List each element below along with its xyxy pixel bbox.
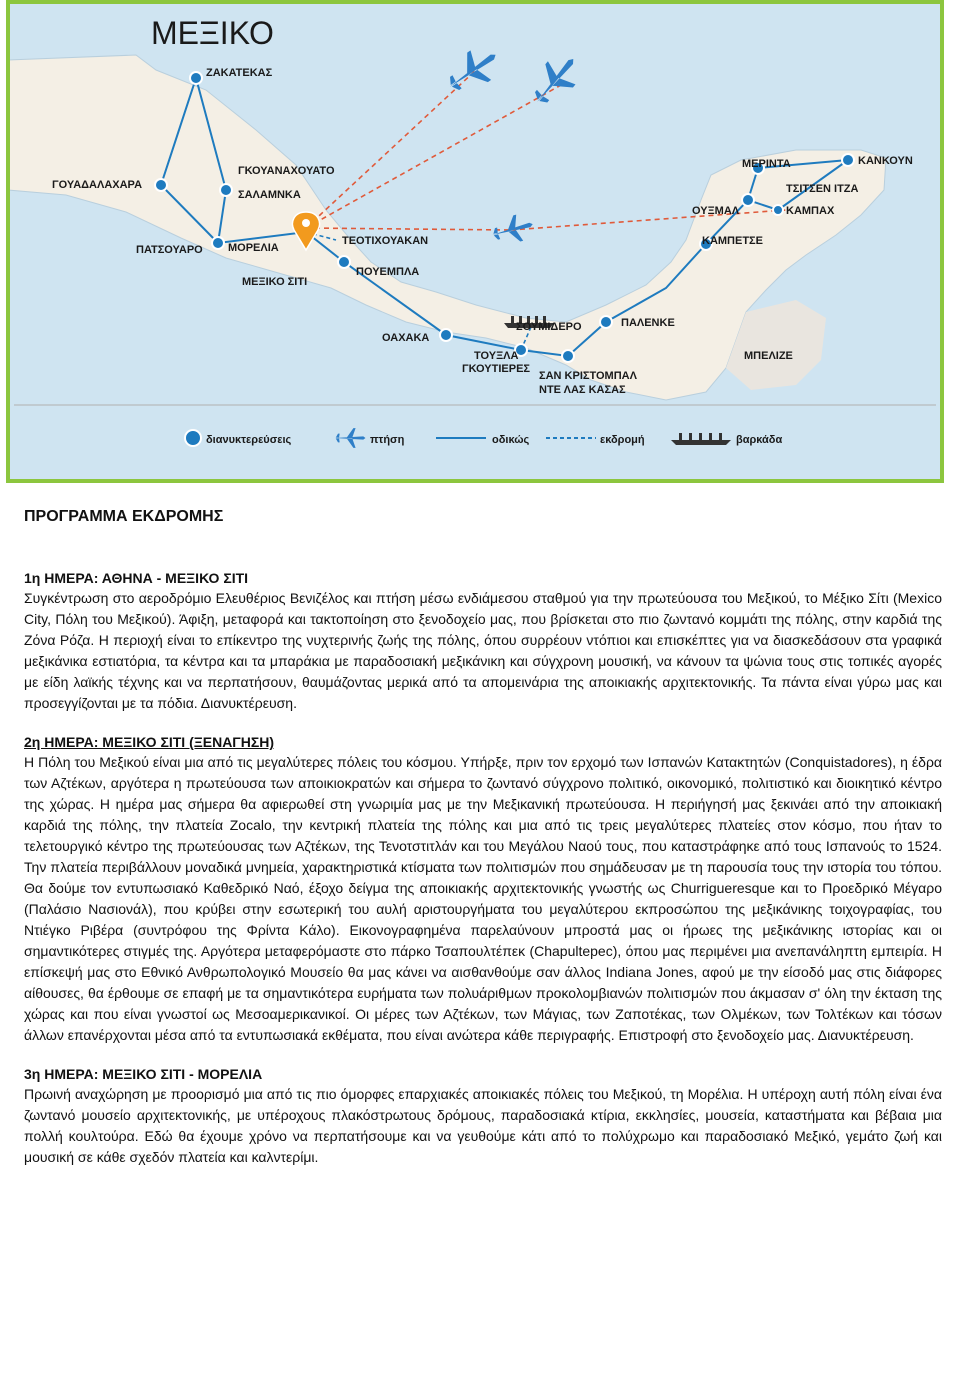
city-label: ΤΕΟΤΙΧΟΥΑΚΑΝ (342, 235, 429, 247)
city-label: ΟΑΧΑΚΑ (382, 332, 430, 344)
city-label: ΤΟΥΞΛΑ (474, 350, 519, 362)
itinerary (24, 508, 942, 1186)
city-label: ΣΑΝ ΚΡΙΣΤΟΜΠΑΛ (539, 370, 637, 382)
day-section (24, 1064, 942, 1168)
city-label: ΣΑΛΑΜΝΚΑ (238, 189, 301, 201)
legend-overnight-label: διανυκτερεύσεις (206, 434, 292, 446)
city-label: ΝΤΕ ΛΑΣ ΚΑΣΑΣ (539, 384, 626, 396)
day-body: Πρωινή αναχώρηση με προορισμό μια από τις πιο όμορφες επαρχιακές αποικιακές πόλεις του Μεξικού, τη Μορέλια. Η υπέροχη αυτή πόλη είναι ένα ζωντανό μουσείο αρχιτεκτονικής, με υπέροχους πλακόστρωτους δρόμους, παραδοσιακά κτίρια, εκκλησίες, μουσεία, καταστήματα και βέβαια μια πολλή κουλτούρα. Εδώ θα έχουμε χρόνο να περπατήσουμε και να γευθούμε κάτι από το πολύχρωμο και παραδοσιακό Μεξικό, γεμάτο ζωή και μουσική σε κάθε σχεδόν πλατεία και καλντερίμι. (24, 1086, 942, 1165)
city-label: ΚΑΜΠΑΧ (786, 205, 835, 217)
city-label: ΓΟΥΑΔΑΛΑΧΑΡΑ (52, 179, 143, 191)
day-section (24, 732, 942, 1046)
legend-excursion-label: εκδρομή (600, 434, 645, 446)
city-label: ΠΟΥΕΜΠΛΑ (356, 266, 420, 278)
city-label: ΣΟΥΜΙΔΕΡΟ (516, 321, 582, 333)
day-body: Η Πόλη του Μεξικού είναι μια από τις μεγαλύτερες πόλεις του κόσμου. Υπήρξε, πριν τον ερχομό των Ισπανών Κατακτητών (Conquistadores), η έδρα των Αζτέκων, αργότερα η πρωτεύουσα των αποικιοκρατών και σήμερα το ζωντανό σύγχρονο πολιτικό, οικονομικό, πολιτιστικό και διοικητικό κέντρο της χώρας. Η ημέρα μας σήμερα θα αφιερωθεί στη γνωριμία μας με την Μεξικανική πρωτεύουσα. Η περιήγησή μας ξεκινάει από την αποικιακή καρδιά της πόλης, την πλατεία Zocalo, την κεντρική πλατεία της πόλης και μια από τις τρεις μεγαλύτερες πλατείες στον κόσμο, που ήταν το τελετουργικό κέντρο της πρωτεύουσας των Αζτέκων, της Τενοτστιτλάν και του Μεγάλου Ναού τους, που καταστράφηκε από τους Ισπανούς το 1524. Την πλατεία περιβάλλουν μοναδικά μνημεία, χαρακτηριστικά κτίσματα των πολιτισμών που σημάδευσαν με τη παρουσία τους την ιστορία του τόπου. Θα δούμε τον εντυπωσιακό Καθεδρικό Ναό, έξοχο δείγμα της αποικιακής αρχιτεκτονικής γνωστής ως Churrigueresque και το Προεδρικό Μέγαρο (Παλάσιο Νασιονάλ), που κρύβει στην εσωτερική του αυλή αριστουργήματα του μεγαλύτερου εκπροσώπου της μεξικάνικης τοιχογραφίας, του Ντιέγκο Ριβέρα (συντρόφου της Φρίντα Κάλο). Εικονογραφημένα παρελαύνουν μπροστά μας οι ήρωες της μεξικάνικης ιστορίας και οι σημαντικότερες στιγμές της. Αργότερα μεταφερόμαστε στο πάρκο Τσαπουλτέπεκ (Chapultepec), όπου μας περιμένει μια ανεπανάληπτη εμπειρία. Η επίσκεψή μας στο Εθνικό Ανθρωπολογικό Μουσείο θα μας κάνει να αισθανθούμε σαν άλλος Indiana Jones, αφού με την είσοδό μας στις διάφορες αίθουσες, θα έρθουμε σε επαφή με τα σημαντικότερα ευρήματα των πολυάριθμων προκολομβιανών πολιτισμών που άκμασαν σ' όλη την έκταση της χώρας και που είναι γνωστοί ως Μεσοαμερικανικοί. Οι μέρες των Αζτέκων, των Μάγιας, των Ζαποτέκας, των Ολμέκων, των Τολτέκων και τόσων άλλων επανέρχονται μέσα από τα εντυπωσιακά εκθέματα, που είναι ανώτερα κάθε περιγραφής. Επιστροφή στο ξενοδοχείο μας. Διανυκτέρευση. (24, 754, 942, 1043)
legend-boat-label: βαρκάδα (736, 434, 783, 446)
city-label: ΠΑΛΕΝΚΕ (621, 317, 675, 329)
legend-flight-label: πτήση (370, 434, 405, 446)
day-section (24, 568, 942, 714)
city-label: ΤΣΙΤΣΕΝ ΙΤΖΑ (786, 183, 859, 195)
legend-boat-icon (671, 433, 731, 445)
city-label: ΚΑΝΚΟΥΝ (858, 155, 913, 167)
city-label: ΜΟΡΕΛΙΑ (228, 242, 279, 254)
city-label: ΓΚΟΥΤΙΕΡΕΣ (462, 363, 531, 375)
city-label-capital: ΜΕΞΙΚΟ ΣΙΤΙ (242, 276, 308, 288)
day-body: Συγκέντρωση στο αεροδρόμιο Ελευθέριος Βενιζέλος και πτήση μέσω ενδιάμεσου σταθμού για την πρωτεύουσα του Μεξικού, το Μέξικο Σίτι (Mexico City, Πόλη του Μεξικού). Άφιξη, μεταφορά και τακτοποίηση στο ξενοδοχείο μας, που βρίσκεται στο πιο ζωντανό κομμάτι της πόλης, στην καρδιά της Ζόνα Ρόζα. Η περιοχή είναι το επίκεντρο της νυχτερινής ζωής της πόλης, όπου συρρέουν ντόπιοι και επισκέπτες για να διασκεδάσουν στα γραφικά μεξικάνικα εστιατόρια, τα κέντρα και τα μπαράκια με παραδοσιακή μεξικάνικη και σύγχρονη μουσική, να κάνουν τα ψώνια τους στις τοπικές αγορές με είδη λαϊκής τέχνης και να περπατήσουν, θαυμάζοντας μερικά από τα απομεινάρια της αποικιακής αρχιτεκτονικής. Τα πάντα είναι γύρω μας και προσεγγίζονται με τα πόδια. Διανυκτέρευση. (24, 590, 942, 711)
day-heading: 3η ΗΜΕΡΑ: ΜΕΞΙΚΟ ΣΙΤΙ - ΜΟΡΕΛΙΑ (24, 1066, 263, 1082)
day-heading: 2η ΗΜΕΡΑ: ΜΕΞΙΚΟ ΣΙΤΙ (ΞΕΝΑΓΗΣΗ) (24, 734, 274, 750)
country-label: ΜΠΕΛΙΖΕ (744, 350, 793, 362)
city-label: ΠΑΤΣΟΥΑΡΟ (136, 244, 203, 256)
city-label: ΖΑΚΑΤΕΚΑΣ (206, 67, 273, 79)
map-title: ΜΕΞΙΚΟ (151, 15, 274, 51)
city-label: ΚΑΜΠΕΤΣΕ (702, 235, 763, 247)
mexico-map (6, 0, 944, 483)
itinerary-title: ΠΡΟΓΡΑΜΜΑ ΕΚΔΡΟΜΗΣ (24, 508, 224, 525)
city-label: ΟΥΞΜΑΛ (692, 205, 740, 217)
day-heading: 1η ΗΜΕΡΑ: ΑΘΗΝΑ - ΜΕΞΙΚΟ ΣΙΤΙ (24, 570, 249, 586)
city-label: ΜΕΡΙΝΤΑ (742, 158, 791, 170)
legend-overnight-icon (185, 430, 201, 446)
city-label: ΓΚΟΥΑΝΑΧΟΥΑΤΟ (238, 165, 335, 177)
legend-road-label: οδικώς (492, 434, 530, 446)
